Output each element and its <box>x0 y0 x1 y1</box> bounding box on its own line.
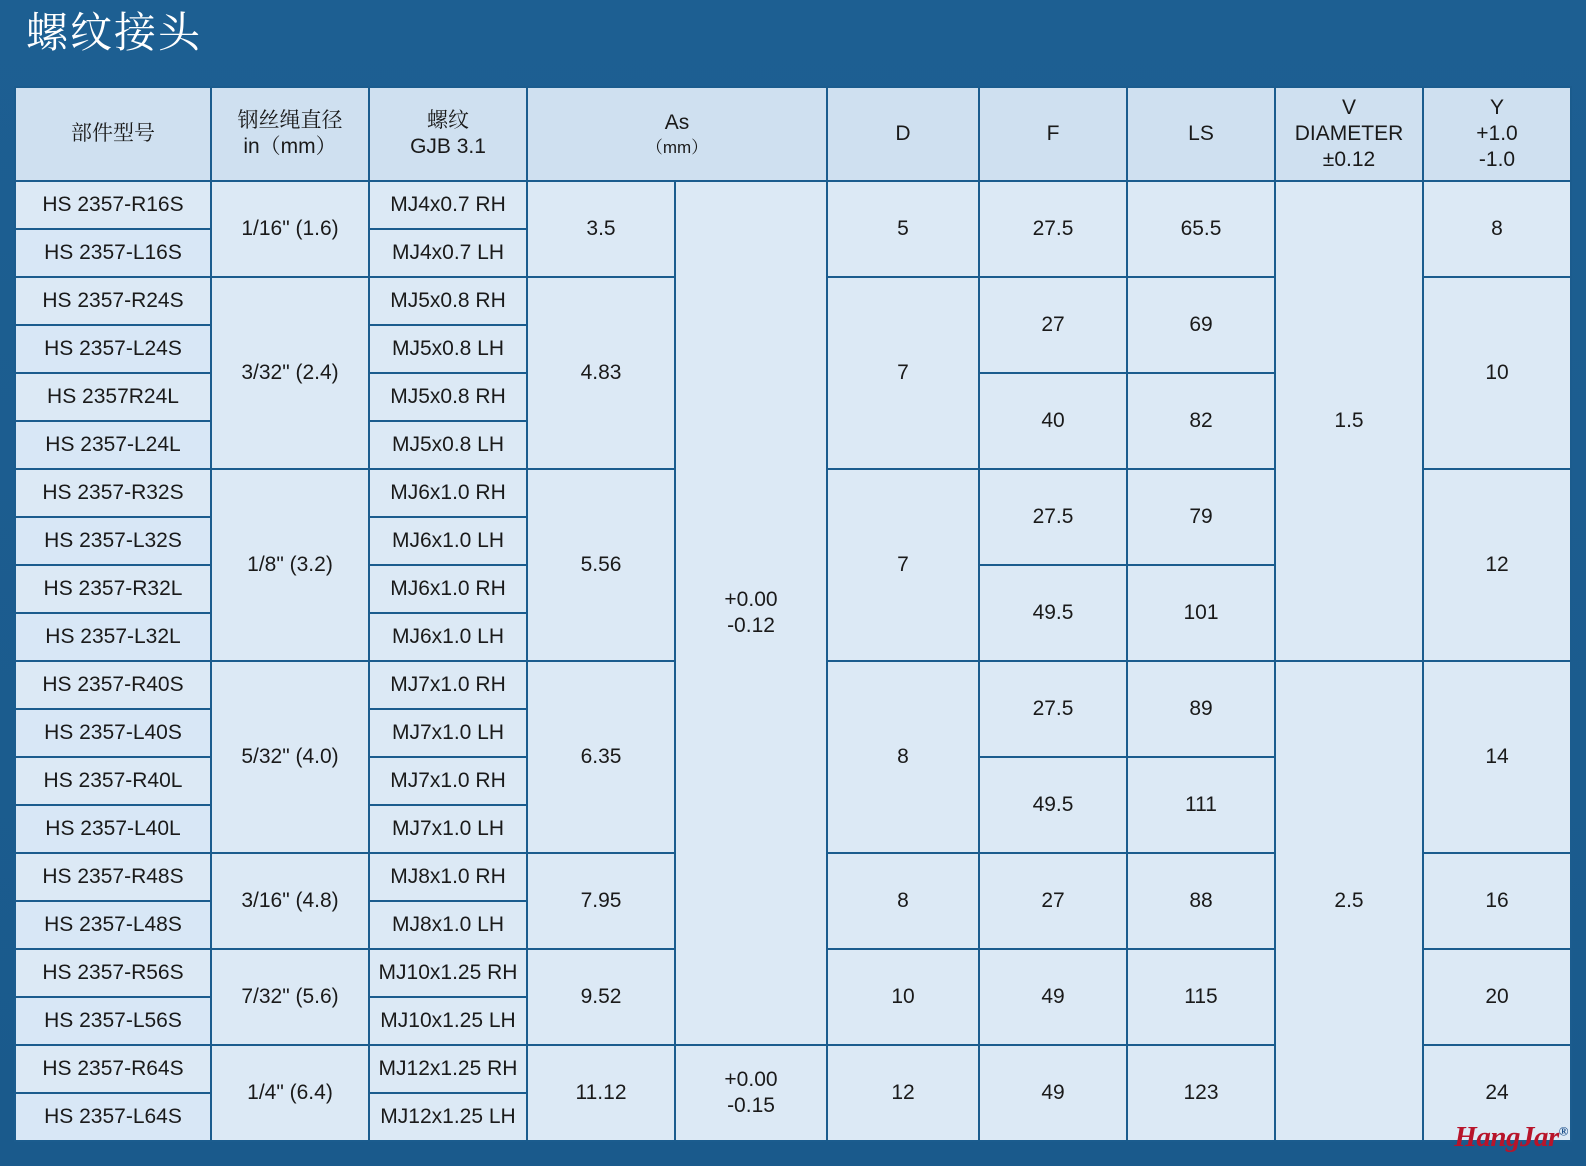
cell-ls: 88 <box>1127 853 1275 949</box>
cell-f: 49 <box>979 1045 1127 1141</box>
cell-rope-diameter: 7/32" (5.6) <box>211 949 369 1045</box>
cell-y: 14 <box>1423 661 1571 853</box>
table-row <box>15 181 1571 229</box>
header-as-line2: （mm） <box>645 137 709 157</box>
cell-f: 49.5 <box>979 757 1127 853</box>
cell-rope-diameter: 5/32" (4.0) <box>211 661 369 853</box>
header-rope-diameter <box>211 87 369 181</box>
cell-as: 4.83 <box>527 277 675 469</box>
cell-thread: MJ7x1.0 LH <box>369 805 527 853</box>
cell-y: 12 <box>1423 469 1571 661</box>
cell-y: 24 <box>1423 1045 1571 1141</box>
cell-d: 8 <box>827 853 979 949</box>
header-v-line1: V <box>1341 95 1356 119</box>
cell-thread: MJ4x0.7 LH <box>369 229 527 277</box>
cell-thread: MJ10x1.25 RH <box>369 949 527 997</box>
cell-as: 7.95 <box>527 853 675 949</box>
cell-thread: MJ12x1.25 LH <box>369 1093 527 1141</box>
header-f: F <box>979 87 1127 181</box>
cell-part-no: HS 2357-L56S <box>15 997 211 1045</box>
header-rope-diameter-line1: 钢丝绳直径 <box>237 108 343 132</box>
header-rope-diameter-line2: in（mm） <box>243 135 337 158</box>
brand-logo <box>1454 1121 1568 1154</box>
cell-rope-diameter: 1/16" (1.6) <box>211 181 369 277</box>
cell-rope-diameter: 1/8" (3.2) <box>211 469 369 661</box>
cell-as: 6.35 <box>527 661 675 853</box>
cell-part-no: HS 2357-L24S <box>15 325 211 373</box>
cell-thread: MJ5x0.8 RH <box>369 373 527 421</box>
cell-ls: 115 <box>1127 949 1275 1045</box>
cell-f: 49 <box>979 949 1127 1045</box>
cell-thread: MJ5x0.8 LH <box>369 325 527 373</box>
cell-part-no: HS 2357-R32L <box>15 565 211 613</box>
brand-logo-registered: ® <box>1558 1123 1568 1139</box>
cell-as: 5.56 <box>527 469 675 661</box>
cell-y: 16 <box>1423 853 1571 949</box>
header-thread-line2: GJB 3.1 <box>410 135 486 158</box>
spec-table <box>14 86 1572 1142</box>
cell-part-no: HS 2357-L48S <box>15 901 211 949</box>
cell-thread: MJ4x0.7 RH <box>369 181 527 229</box>
cell-d: 7 <box>827 469 979 661</box>
cell-part-no: HS 2357-R56S <box>15 949 211 997</box>
cell-part-no: HS 2357-L32L <box>15 613 211 661</box>
cell-part-no: HS 2357-R32S <box>15 469 211 517</box>
cell-thread: MJ7x1.0 LH <box>369 709 527 757</box>
cell-thread: MJ6x1.0 LH <box>369 517 527 565</box>
cell-as-tolerance-line1: +0.00 <box>724 1068 778 1092</box>
cell-part-no: HS 2357-R16S <box>15 181 211 229</box>
cell-part-no: HS 2357-L24L <box>15 421 211 469</box>
cell-part-no: HS 2357-R40L <box>15 757 211 805</box>
cell-as: 9.52 <box>527 949 675 1045</box>
cell-f: 27.5 <box>979 661 1127 757</box>
cell-as: 3.5 <box>527 181 675 277</box>
cell-as-tolerance-line2: -0.15 <box>727 1094 775 1117</box>
cell-ls: 89 <box>1127 661 1275 757</box>
cell-as-tolerance-line2: -0.12 <box>727 614 775 637</box>
cell-thread: MJ6x1.0 RH <box>369 565 527 613</box>
header-v-line3: ±0.12 <box>1322 148 1376 172</box>
cell-part-no: HS 2357-L32S <box>15 517 211 565</box>
cell-ls: 65.5 <box>1127 181 1275 277</box>
header-y-line1: Y <box>1489 95 1504 119</box>
header-part-no: 部件型号 <box>15 87 211 181</box>
header-y-line3: -1.0 <box>1478 148 1516 172</box>
cell-f: 27.5 <box>979 469 1127 565</box>
cell-v-diameter <box>1275 661 1423 1141</box>
cell-d: 5 <box>827 181 979 277</box>
cell-ls: 111 <box>1127 757 1275 853</box>
cell-thread: MJ6x1.0 LH <box>369 613 527 661</box>
cell-part-no: HS 2357-L40L <box>15 805 211 853</box>
cell-thread: MJ10x1.25 LH <box>369 997 527 1045</box>
cell-thread: MJ5x0.8 RH <box>369 277 527 325</box>
cell-ls: 79 <box>1127 469 1275 565</box>
cell-thread: MJ7x1.0 RH <box>369 661 527 709</box>
cell-rope-diameter: 3/32" (2.4) <box>211 277 369 469</box>
cell-as-tolerance <box>675 181 827 1045</box>
cell-d: 12 <box>827 1045 979 1141</box>
header-y-line2: +1.0 <box>1476 121 1518 145</box>
header-thread <box>369 87 527 181</box>
cell-thread: MJ8x1.0 LH <box>369 901 527 949</box>
header-v-line2: DIAMETER <box>1294 121 1404 145</box>
cell-part-no: HS 2357-L40S <box>15 709 211 757</box>
cell-thread: MJ5x0.8 LH <box>369 421 527 469</box>
cell-f: 40 <box>979 373 1127 469</box>
cell-d: 8 <box>827 661 979 853</box>
table-body <box>15 181 1571 1141</box>
cell-part-no: HS 2357-R64S <box>15 1045 211 1093</box>
cell-y: 8 <box>1423 181 1571 277</box>
cell-v-diameter: 1.5 <box>1275 181 1423 661</box>
page-title: 螺纹接头 <box>26 8 203 57</box>
cell-part-no: HS 2357-R24S <box>15 277 211 325</box>
cell-part-no: HS 2357-R48S <box>15 853 211 901</box>
cell-f: 27.5 <box>979 181 1127 277</box>
cell-part-no: HS 2357-L16S <box>15 229 211 277</box>
header-ls: LS <box>1127 87 1275 181</box>
cell-f: 49.5 <box>979 565 1127 661</box>
cell-part-no: HS 2357-R40S <box>15 661 211 709</box>
cell-thread: MJ12x1.25 RH <box>369 1045 527 1093</box>
header-y <box>1423 87 1571 181</box>
header-thread-line1: 螺纹 <box>427 108 469 132</box>
cell-d: 10 <box>827 949 979 1045</box>
header-as <box>527 87 827 181</box>
cell-v-diameter-value: 2.5 <box>1334 889 1364 912</box>
header-as-line1: As <box>664 111 690 135</box>
cell-rope-diameter: 1/4" (6.4) <box>211 1045 369 1141</box>
cell-y: 10 <box>1423 277 1571 469</box>
cell-as-tolerance-line1: +0.00 <box>724 588 778 612</box>
cell-ls: 82 <box>1127 373 1275 469</box>
cell-thread: MJ6x1.0 RH <box>369 469 527 517</box>
cell-as: 11.12 <box>527 1045 675 1141</box>
cell-thread: MJ8x1.0 RH <box>369 853 527 901</box>
table-head <box>15 87 1571 181</box>
cell-ls: 123 <box>1127 1045 1275 1141</box>
cell-f: 27 <box>979 277 1127 373</box>
brand-logo-text: HangJar <box>1454 1121 1559 1153</box>
cell-as-tolerance <box>675 1045 827 1141</box>
cell-part-no: HS 2357R24L <box>15 373 211 421</box>
cell-y: 20 <box>1423 949 1571 1045</box>
cell-rope-diameter: 3/16" (4.8) <box>211 853 369 949</box>
header-v-diameter <box>1275 87 1423 181</box>
cell-d: 7 <box>827 277 979 469</box>
cell-f: 27 <box>979 853 1127 949</box>
header-d: D <box>827 87 979 181</box>
cell-part-no: HS 2357-L64S <box>15 1093 211 1141</box>
header-row <box>15 87 1571 181</box>
cell-thread: MJ7x1.0 RH <box>369 757 527 805</box>
spec-table-container <box>14 86 1572 1142</box>
cell-ls: 69 <box>1127 277 1275 373</box>
cell-ls: 101 <box>1127 565 1275 661</box>
